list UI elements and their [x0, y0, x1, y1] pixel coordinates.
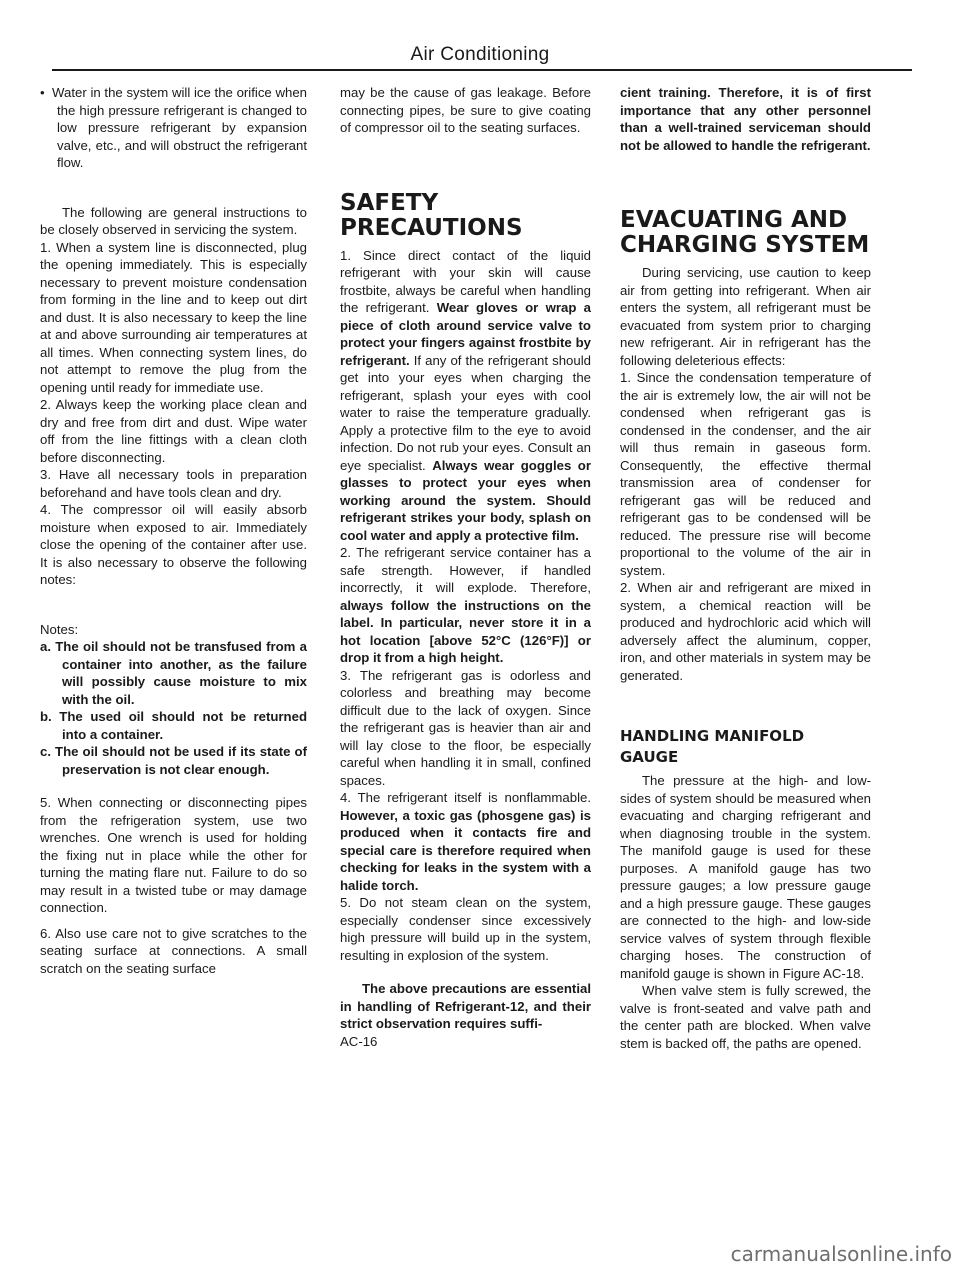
note-a: a. The oil should not be transfused from a container into another, as the failure will possibly cause moisture to mix with the oil.: [40, 639, 307, 707]
precaution-3: 3. The refrigerant gas is odorless and colorless and breathing may become difficult due to the lack of oxygen. Since the refrigerant gas is heavier than air and will lay close to the floor, be especially careful when handling it in small, confined spaces.: [340, 667, 591, 788]
continued-text-bold: cient training. Therefore, it is of first importance that any other personnel than a well-trained serviceman should not be allowed to handle the refrigerant.: [620, 85, 871, 153]
instruction-3: 3. Have all necessary tools in preparation beforehand and have tools clean and dry.: [40, 467, 307, 500]
bullet-icon: •: [40, 85, 53, 100]
column-2: [340, 84, 591, 1050]
note-b: b. The used oil should not be returned into a container.: [40, 709, 307, 742]
note-c: c. The oil should not be used if its state of preservation is not clear enough.: [40, 744, 307, 777]
bullet-paragraph: [40, 84, 307, 172]
precaution-4: 4. The refrigerant itself is nonflammable. However, a toxic gas (phosgene gas) is produced when it contacts fire and special care is therefore required when checking for leaks in the system with a halide torch.: [340, 790, 591, 893]
instruction-6: 6. Also use care not to give scratches to the seating surface at connections. A small scratch on the seating surface: [40, 925, 307, 976]
notes-label: Notes:: [40, 621, 79, 637]
section-heading-safety: SAFETY PRECAUTIONS: [340, 189, 523, 241]
effect-1: 1. Since the condensation temperature of the air is extremely low, the air will not be condensed when refrigerant gas is condensed in the condenser, and the air will thus remain in gaseous form. Consequently, the effective thermal transmission area of condenser for refrigerant gas will be reduced and refrigerant gas to be condensed will be reduced. The pressure rise will become proportional to the volume of the air in system.: [620, 370, 871, 578]
section-heading-evacuating: EVACUATING AND CHARGING SYSTEM: [620, 207, 870, 258]
precaution-5: 5. Do not steam clean on the system, especially condenser since excessively high pressure will build up in the system, resulting in explosion of the system.: [340, 895, 591, 963]
header-rule: [52, 69, 912, 71]
precaution-2: 2. The refrigerant service container has a safe strength. However, if handled incorrectly, it will explode. Therefore, always follow the instructions on the label. In particular, never store it in a hot location [above 52°C (126°F)] or drop it from a high height.: [340, 545, 591, 665]
column-3: [620, 84, 871, 1052]
column-1: [40, 84, 307, 977]
continued-text: may be the cause of gas leakage. Before connecting pipes, be sure to give coating of compressor oil to the seating surfaces.: [340, 85, 591, 135]
instruction-4: 4. The compressor oil will easily absorb moisture when exposed to air. Immediately close the opening of the container after use. It is also necessary to observe the following notes:: [40, 502, 307, 587]
page-number: AC-16: [340, 1033, 378, 1049]
watermark: carmanualsonline.info: [730, 1242, 952, 1266]
instructions-intro: The following are general instructions to be closely observed in servicing the system.: [40, 204, 307, 237]
closing-note: The above precautions are essential in handling of Refrigerant-12, and their strict observation requires suffi-: [340, 981, 591, 1031]
manifold-paragraph-1: The pressure at the high- and low-sides of system should be measured when evacuating and charging refrigerant and when diagnosing trouble in the system. The manifold gauge is used for these purposes. A manifold gauge has two pressure gauges; a low pressure gauge and a high pressure gauge. These gauges are connected to the high- and low-side service valves of system through flexible charging hoses. The construction of manifold gauge is shown in Figure AC-18.: [620, 773, 871, 981]
page-header: Air Conditioning: [410, 44, 550, 65]
evacuating-intro: During servicing, use caution to keep air from getting into refrigerant. When air enters the system, all refrigerant must be evacuated from system prior to charging new refrigerant. Air in refrigerant has the following deleterious effects:: [620, 265, 871, 368]
precaution-1: 1. Since direct contact of the liquid refrigerant with your skin will cause frostbite, always be careful when handling the refrigerant. Wear gloves or wrap a piece of cloth around service valve to protect your fingers against frostbite by refrigerant. If any of the refrigerant should get into your eyes when charging the refrigerant, splash your eyes with cool water to raise the temperature gradually. Apply a protective film to the eye to avoid infection. Do not rub your eyes. Consult an eye specialist. Always wear goggles or glasses to protect your eyes when working around the system. Should refrigerant strikes your body, splash on cool water and apply a protective film.: [340, 247, 592, 543]
instruction-2: 2. Always keep the working place clean and dry and free from dirt and dust. Wipe water off from the line fittings with a clean cloth before disconnecting.: [40, 397, 307, 465]
bullet-text: Water in the system will ice the orifice when the high pressure refrigerant is changed to low pressure refrigerant by expansion valve, etc., and will obstruct the refrigerant flow.: [52, 85, 307, 170]
manifold-paragraph-2: When valve stem is fully screwed, the valve is front-seated and valve path and the center path are blocked. When valve stem is backed off, the paths are opened.: [620, 983, 871, 1051]
instruction-5: 5. When connecting or disconnecting pipes from the refrigeration system, use two wrenches. One wrench is used for holding the fixing nut in place while the other for turning the mating flare nut. Failure to do so may result in a twisted tube or may damage connection.: [40, 795, 307, 915]
subheading-manifold-gauge: HANDLING MANIFOLD GAUGE: [620, 727, 805, 766]
instruction-1: 1. When a system line is disconnected, plug the opening immediately. This is especially necessary to prevent moisture condensation from forming in the line and to keep out dirt and dust. It is also necessary to keep the line at and above surrounding air temperatures at all times. When connecting system lines, do not attempt to remove the plug from the opening until ready for immediate use.: [40, 239, 307, 395]
effect-2: 2. When air and refrigerant are mixed in system, a chemical reaction will be produced and hydrochloric acid which will adversely affect the aluminum, copper, iron, and other materials in system may be generated.: [620, 580, 871, 683]
